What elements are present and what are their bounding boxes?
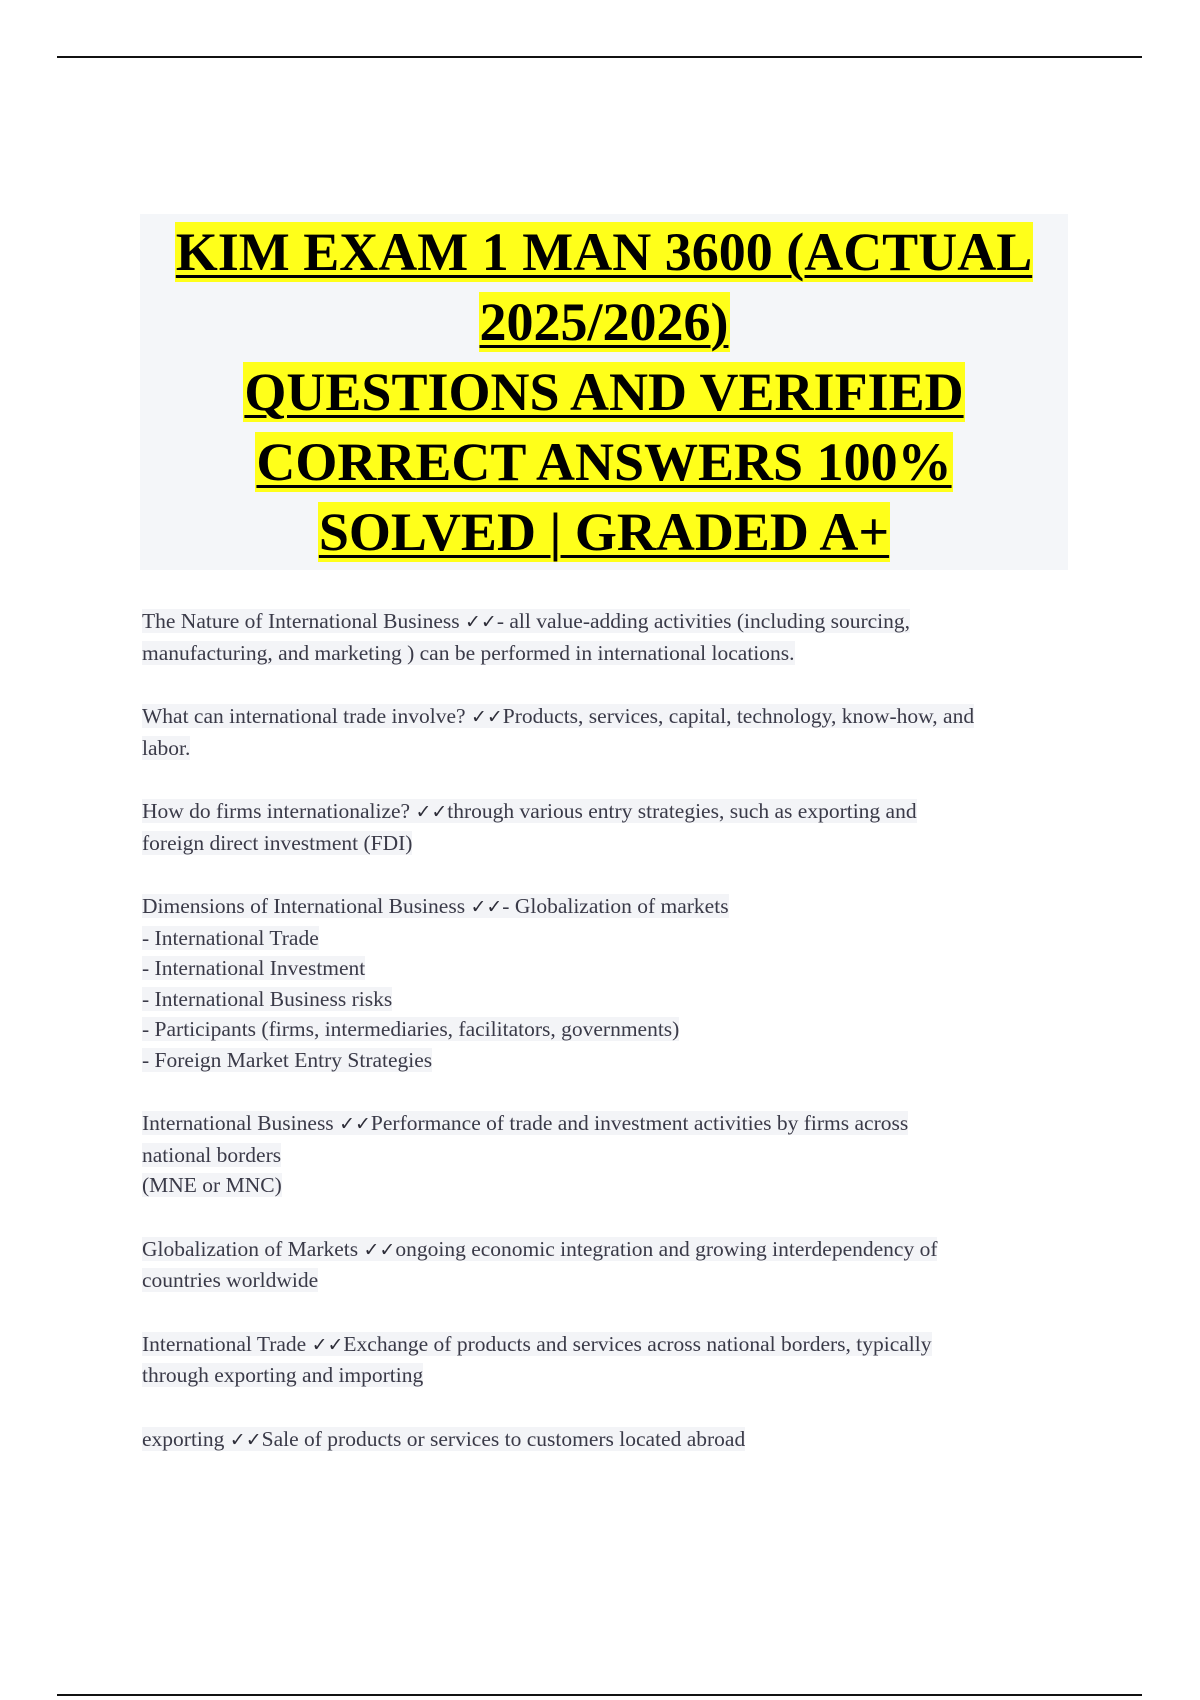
double-check-icon: ✓✓: [470, 896, 503, 918]
title-line-5: SOLVED | GRADED A+: [318, 502, 890, 562]
entry-answer: - all value-adding activities (including sourcing,: [496, 609, 911, 633]
double-check-icon: ✓✓: [415, 801, 448, 823]
entry-term: Globalization of Markets: [142, 1236, 359, 1261]
entry-answer: Performance of trade and investment activities by firms across: [370, 1111, 909, 1135]
double-check-icon: ✓✓: [229, 1428, 262, 1451]
entry-term: International Business: [142, 1111, 334, 1135]
qa-entry-firms-internationalize: [142, 796, 1072, 858]
entry-answer: Exchange of products and services across national borders, typically: [343, 1331, 932, 1356]
top-divider: [57, 56, 1142, 58]
entry-answer: Products, services, capital, technology, know-how, and: [502, 704, 975, 728]
entry-term: The Nature of International Business: [142, 609, 460, 633]
qa-entry-exporting: [142, 1424, 1072, 1456]
qa-entry-dimensions-of-ib: [142, 891, 1072, 1075]
qa-entry-nature-of-ib: [142, 606, 1072, 668]
list-item: - International Business risks: [142, 986, 393, 1011]
entry-term: International Trade: [142, 1331, 307, 1356]
entry-answer: through exporting and importing: [142, 1363, 424, 1387]
title-line-2: 2025/2026): [479, 292, 729, 352]
entry-answer: Sale of products or services to customers located abroad: [261, 1426, 746, 1451]
list-item: - International Trade: [142, 925, 319, 950]
double-check-icon: ✓✓: [311, 1333, 344, 1356]
entry-answer: - Globalization of markets: [502, 894, 729, 918]
bottom-divider: [57, 1694, 1142, 1696]
entry-answer: (MNE or MNC): [142, 1173, 282, 1197]
entry-answer: countries worldwide: [142, 1268, 319, 1292]
double-check-icon: ✓✓: [339, 1113, 371, 1135]
entry-term: Dimensions of International Business: [142, 894, 466, 918]
entry-answer: labor.: [142, 735, 191, 760]
entry-term: How do firms internationalize?: [142, 799, 411, 823]
title-line-3: QUESTIONS AND VERIFIED: [244, 362, 964, 422]
list-item: - Participants (firms, intermediaries, facilitators, governments): [142, 1017, 680, 1041]
qa-entry-international-trade: [142, 1329, 1072, 1391]
entry-term: What can international trade involve?: [142, 704, 466, 728]
document-title-block: [140, 214, 1068, 570]
list-item: - Foreign Market Entry Strategies: [142, 1047, 433, 1072]
double-check-icon: ✓✓: [363, 1238, 396, 1261]
list-item: - International Investment: [142, 956, 366, 980]
entry-answer: ongoing economic integration and growing interdependency of: [395, 1236, 938, 1261]
entry-answer: national borders: [142, 1142, 282, 1167]
entry-answer: manufacturing, and marketing ) can be performed in international locations.: [142, 640, 795, 665]
double-check-icon: ✓✓: [470, 706, 503, 728]
title-line-1: KIM EXAM 1 MAN 3600 (ACTUAL: [175, 222, 1033, 282]
qa-entries: [142, 606, 1072, 1488]
qa-entry-international-business: [142, 1108, 1072, 1201]
entry-answer: through various entry strategies, such as exporting and: [447, 799, 917, 823]
qa-entry-international-trade-involve: [142, 701, 1072, 763]
entry-answer: foreign direct investment (FDI): [142, 830, 413, 855]
entry-term: exporting: [142, 1426, 225, 1451]
title-line-4: CORRECT ANSWERS 100%: [256, 432, 952, 492]
qa-entry-globalization-of-markets: [142, 1234, 1072, 1296]
double-check-icon: ✓✓: [465, 611, 497, 633]
